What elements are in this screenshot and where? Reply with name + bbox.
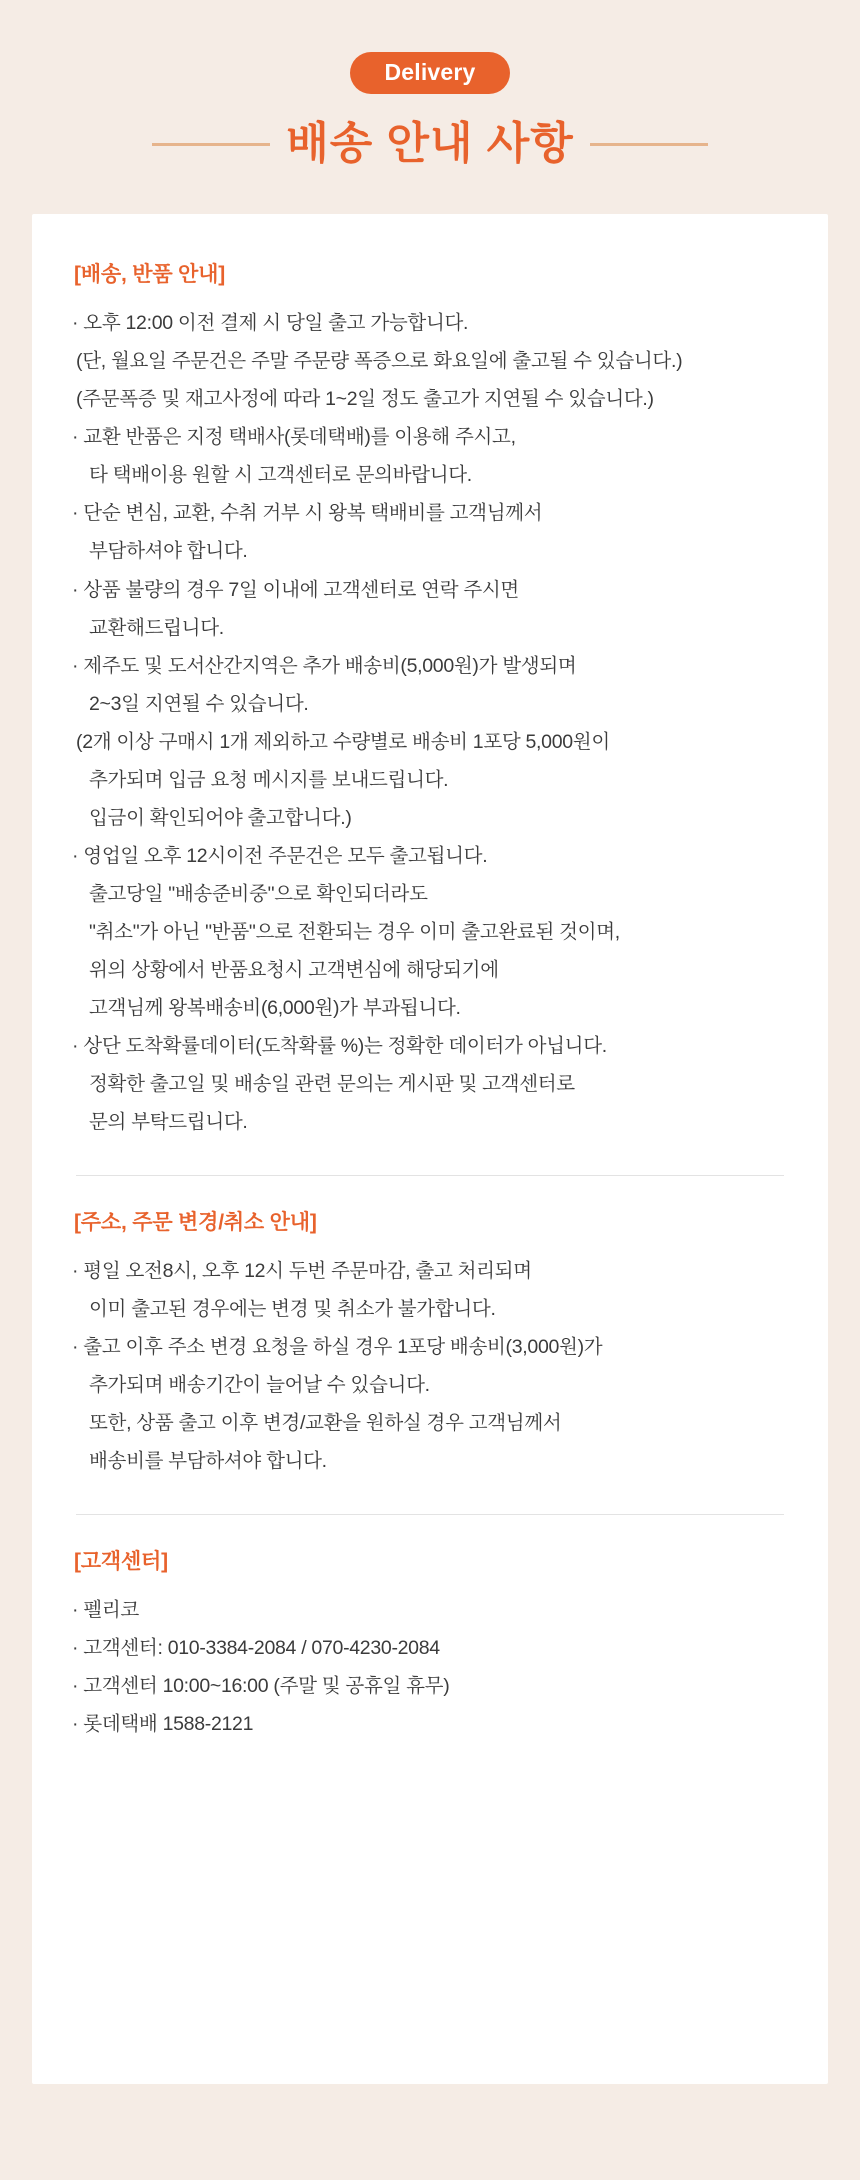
section-title: [배송, 반품 안내] <box>74 263 226 287</box>
notice-line: 출고당일 "배송준비중"으로 확인되더라도 <box>89 882 428 905</box>
notice-line: 고객님께 왕복배송비(6,000원)가 부과됩니다. <box>89 996 461 1019</box>
notice-line: · 출고 이후 주소 변경 요청을 하실 경우 1포당 배송비(3,000원)가 <box>72 1335 603 1358</box>
notice-line: · 롯데택배 1588-2121 <box>72 1712 254 1735</box>
notice-line: (2개 이상 구매시 1개 제외하고 수량별로 배송비 1포당 5,000원이 <box>76 730 610 753</box>
notice-line: 이미 출고된 경우에는 변경 및 취소가 불가합니다. <box>89 1297 496 1320</box>
notice-line: 부담하셔야 합니다. <box>89 540 248 563</box>
notice-line: 또한, 상품 출고 이후 변경/교환을 원하실 경우 고객님께서 <box>89 1411 562 1434</box>
notice-line: · 평일 오전8시, 오후 12시 두번 주문마감, 출고 처리되며 <box>72 1259 532 1282</box>
page-header <box>0 0 860 168</box>
notice-line: · 펠리코 <box>72 1598 139 1621</box>
notice-line: · 상품 불량의 경우 7일 이내에 고객센터로 연락 주시면 <box>72 578 519 601</box>
notice-line: 정확한 출고일 및 배송일 관련 문의는 게시판 및 고객센터로 <box>89 1072 575 1095</box>
notice-line-list <box>72 304 788 1140</box>
notice-line: · 고객센터: 010-3384-2084 / 070-4230-2084 <box>72 1636 440 1659</box>
notice-line: · 영업일 오후 12시이전 주문건은 모두 출고됩니다. <box>72 844 488 867</box>
notice-line: 교환해드립니다. <box>89 616 224 639</box>
notice-card <box>32 214 828 2084</box>
title-rule-right <box>590 143 708 146</box>
notice-line: 타 택배이용 원할 시 고객센터로 문의바랍니다. <box>89 464 472 487</box>
notice-line: · 오후 12:00 이전 결제 시 당일 출고 가능합니다. <box>72 312 469 335</box>
section-divider <box>76 1175 784 1176</box>
notice-line-list <box>72 1252 788 1480</box>
notice-line: · 상단 도착확률데이터(도착확률 %)는 정확한 데이터가 아닙니다. <box>72 1034 607 1057</box>
notice-line: 2~3일 지연될 수 있습니다. <box>89 692 309 715</box>
notice-line: · 고객센터 10:00~16:00 (주말 및 공휴일 휴무) <box>72 1674 450 1697</box>
notice-line: "취소"가 아닌 "반품"으로 전환되는 경우 이미 출고완료된 것이며, <box>89 920 620 943</box>
notice-section <box>72 258 788 1140</box>
notice-line: (단, 월요일 주문건은 주말 주문량 폭증으로 화요일에 출고될 수 있습니다.) <box>76 350 683 373</box>
notice-section <box>72 1545 788 1743</box>
notice-line: (주문폭증 및 재고사정에 따라 1~2일 정도 출고가 지연될 수 있습니다.) <box>76 388 654 411</box>
notice-section <box>72 1206 788 1480</box>
notice-line: · 단순 변심, 교환, 수취 거부 시 왕복 택배비를 고객님께서 <box>72 502 543 525</box>
section-title: [고객센터] <box>74 1549 168 1573</box>
notice-line: 문의 부탁드립니다. <box>89 1110 248 1133</box>
notice-line: 추가되며 입금 요청 메시지를 보내드립니다. <box>89 768 449 791</box>
section-title: [주소, 주문 변경/취소 안내] <box>74 1210 317 1234</box>
section-divider <box>76 1514 784 1515</box>
title-rule-left <box>152 143 270 146</box>
page-title-row <box>0 120 860 168</box>
delivery-badge: Delivery <box>350 52 509 94</box>
notice-line: 추가되며 배송기간이 늘어날 수 있습니다. <box>89 1373 430 1396</box>
notice-line: 위의 상황에서 반품요청시 고객변심에 해당되기에 <box>89 958 499 981</box>
notice-line: · 제주도 및 도서산간지역은 추가 배송비(5,000원)가 발생되며 <box>72 654 577 677</box>
notice-line: 입금이 확인되어야 출고합니다.) <box>89 806 352 829</box>
page-title: 배송 안내 사항 <box>286 119 574 168</box>
notice-line: · 교환 반품은 지정 택배사(롯데택배)를 이용해 주시고, <box>72 426 516 449</box>
notice-line-list <box>72 1591 788 1743</box>
notice-line: 배송비를 부담하셔야 합니다. <box>89 1449 327 1472</box>
